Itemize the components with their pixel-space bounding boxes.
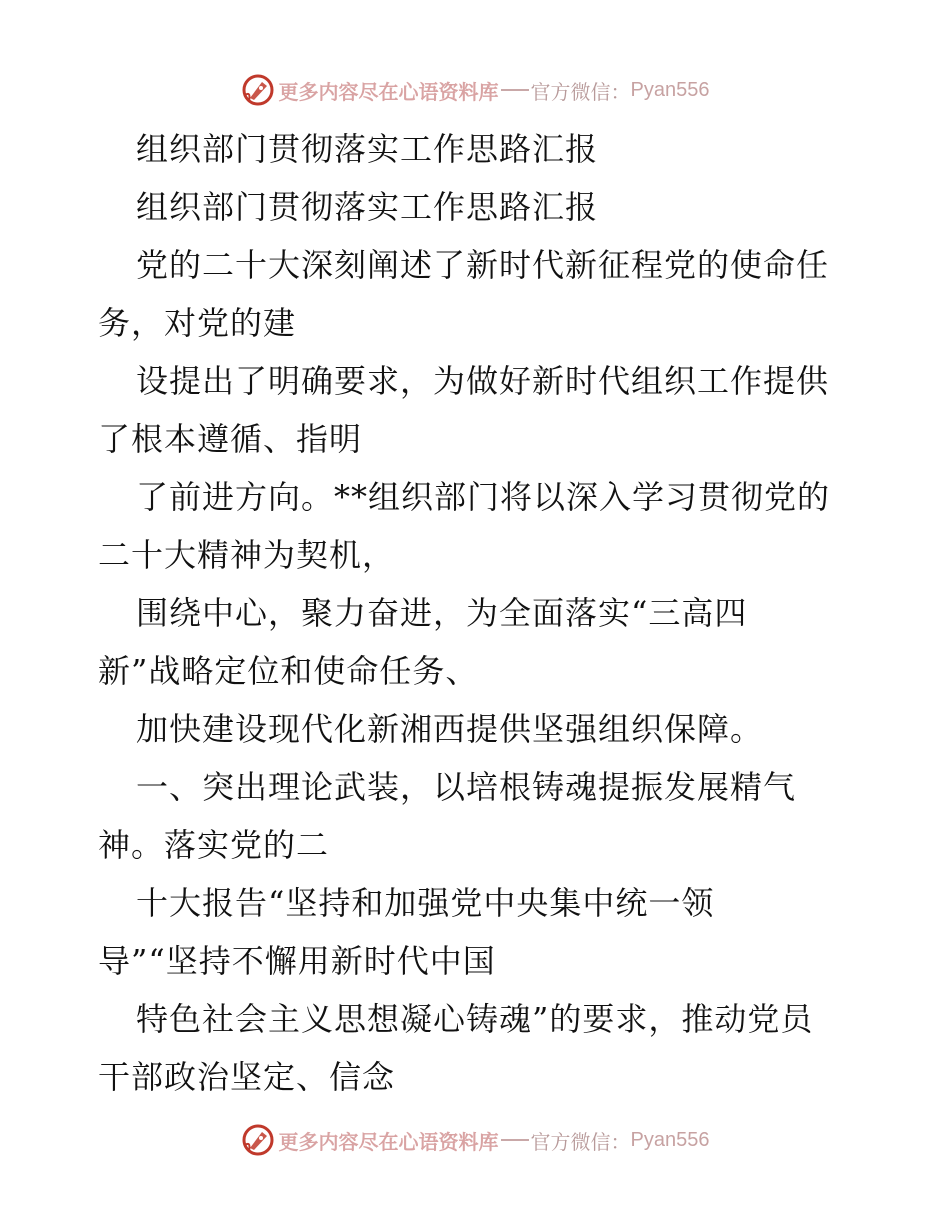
header-watermark-banner	[0, 68, 950, 112]
watermark-brand-text: 更多内容尽在心语资料库	[278, 1129, 499, 1154]
watermark-dash	[501, 1139, 529, 1141]
watermark-wechat-handle: Pyan556	[630, 78, 710, 101]
paragraph-line: 导”“坚持不懈用新时代中国	[98, 942, 496, 980]
watermark-official-label: 官方微信：	[530, 79, 631, 104]
section-heading-line: 一、突出理论武装，以培根铸魂提振发展精气	[136, 768, 797, 806]
paragraph-line: 设提出了明确要求，为做好新时代组织工作提供	[136, 362, 830, 400]
paragraph-line: 务，对党的建	[98, 304, 297, 342]
paragraph-line: 神。落实党的二	[98, 826, 330, 864]
paragraph-line: 十大报告“坚持和加强党中央集中统一领	[136, 884, 715, 922]
paragraph-line: 了前进方向。**组织部门将以深入学习贯彻党的	[136, 478, 831, 516]
watermark-dash	[501, 89, 529, 91]
paragraph-line: 二十大精神为契机，	[98, 536, 396, 574]
paragraph-line: 新”战略定位和使命任务、	[98, 652, 479, 690]
paragraph-line: 围绕中心，聚力奋进，为全面落实“三高四	[136, 594, 748, 632]
document-body	[98, 120, 858, 1106]
paragraph-line: 党的二十大深刻阐述了新时代新征程党的使命任	[136, 246, 830, 284]
pen-nib-logo-icon	[241, 73, 275, 107]
watermark-brand-text: 更多内容尽在心语资料库	[278, 79, 499, 104]
watermark-wechat-handle: Pyan556	[630, 1128, 710, 1151]
pen-nib-logo-icon	[241, 1123, 275, 1157]
document-subtitle: 组织部门贯彻落实工作思路汇报	[136, 188, 599, 226]
footer-watermark-banner	[0, 1118, 950, 1162]
paragraph-line: 加快建设现代化新湘西提供坚强组织保障。	[136, 710, 764, 748]
document-title: 组织部门贯彻落实工作思路汇报	[136, 130, 599, 168]
paragraph-line: 特色社会主义思想凝心铸魂”的要求，推动党员	[136, 1000, 814, 1038]
watermark-official-label: 官方微信：	[530, 1129, 631, 1154]
paragraph-line: 干部政治坚定、信念	[98, 1058, 396, 1096]
paragraph-line: 了根本遵循、指明	[98, 420, 363, 458]
